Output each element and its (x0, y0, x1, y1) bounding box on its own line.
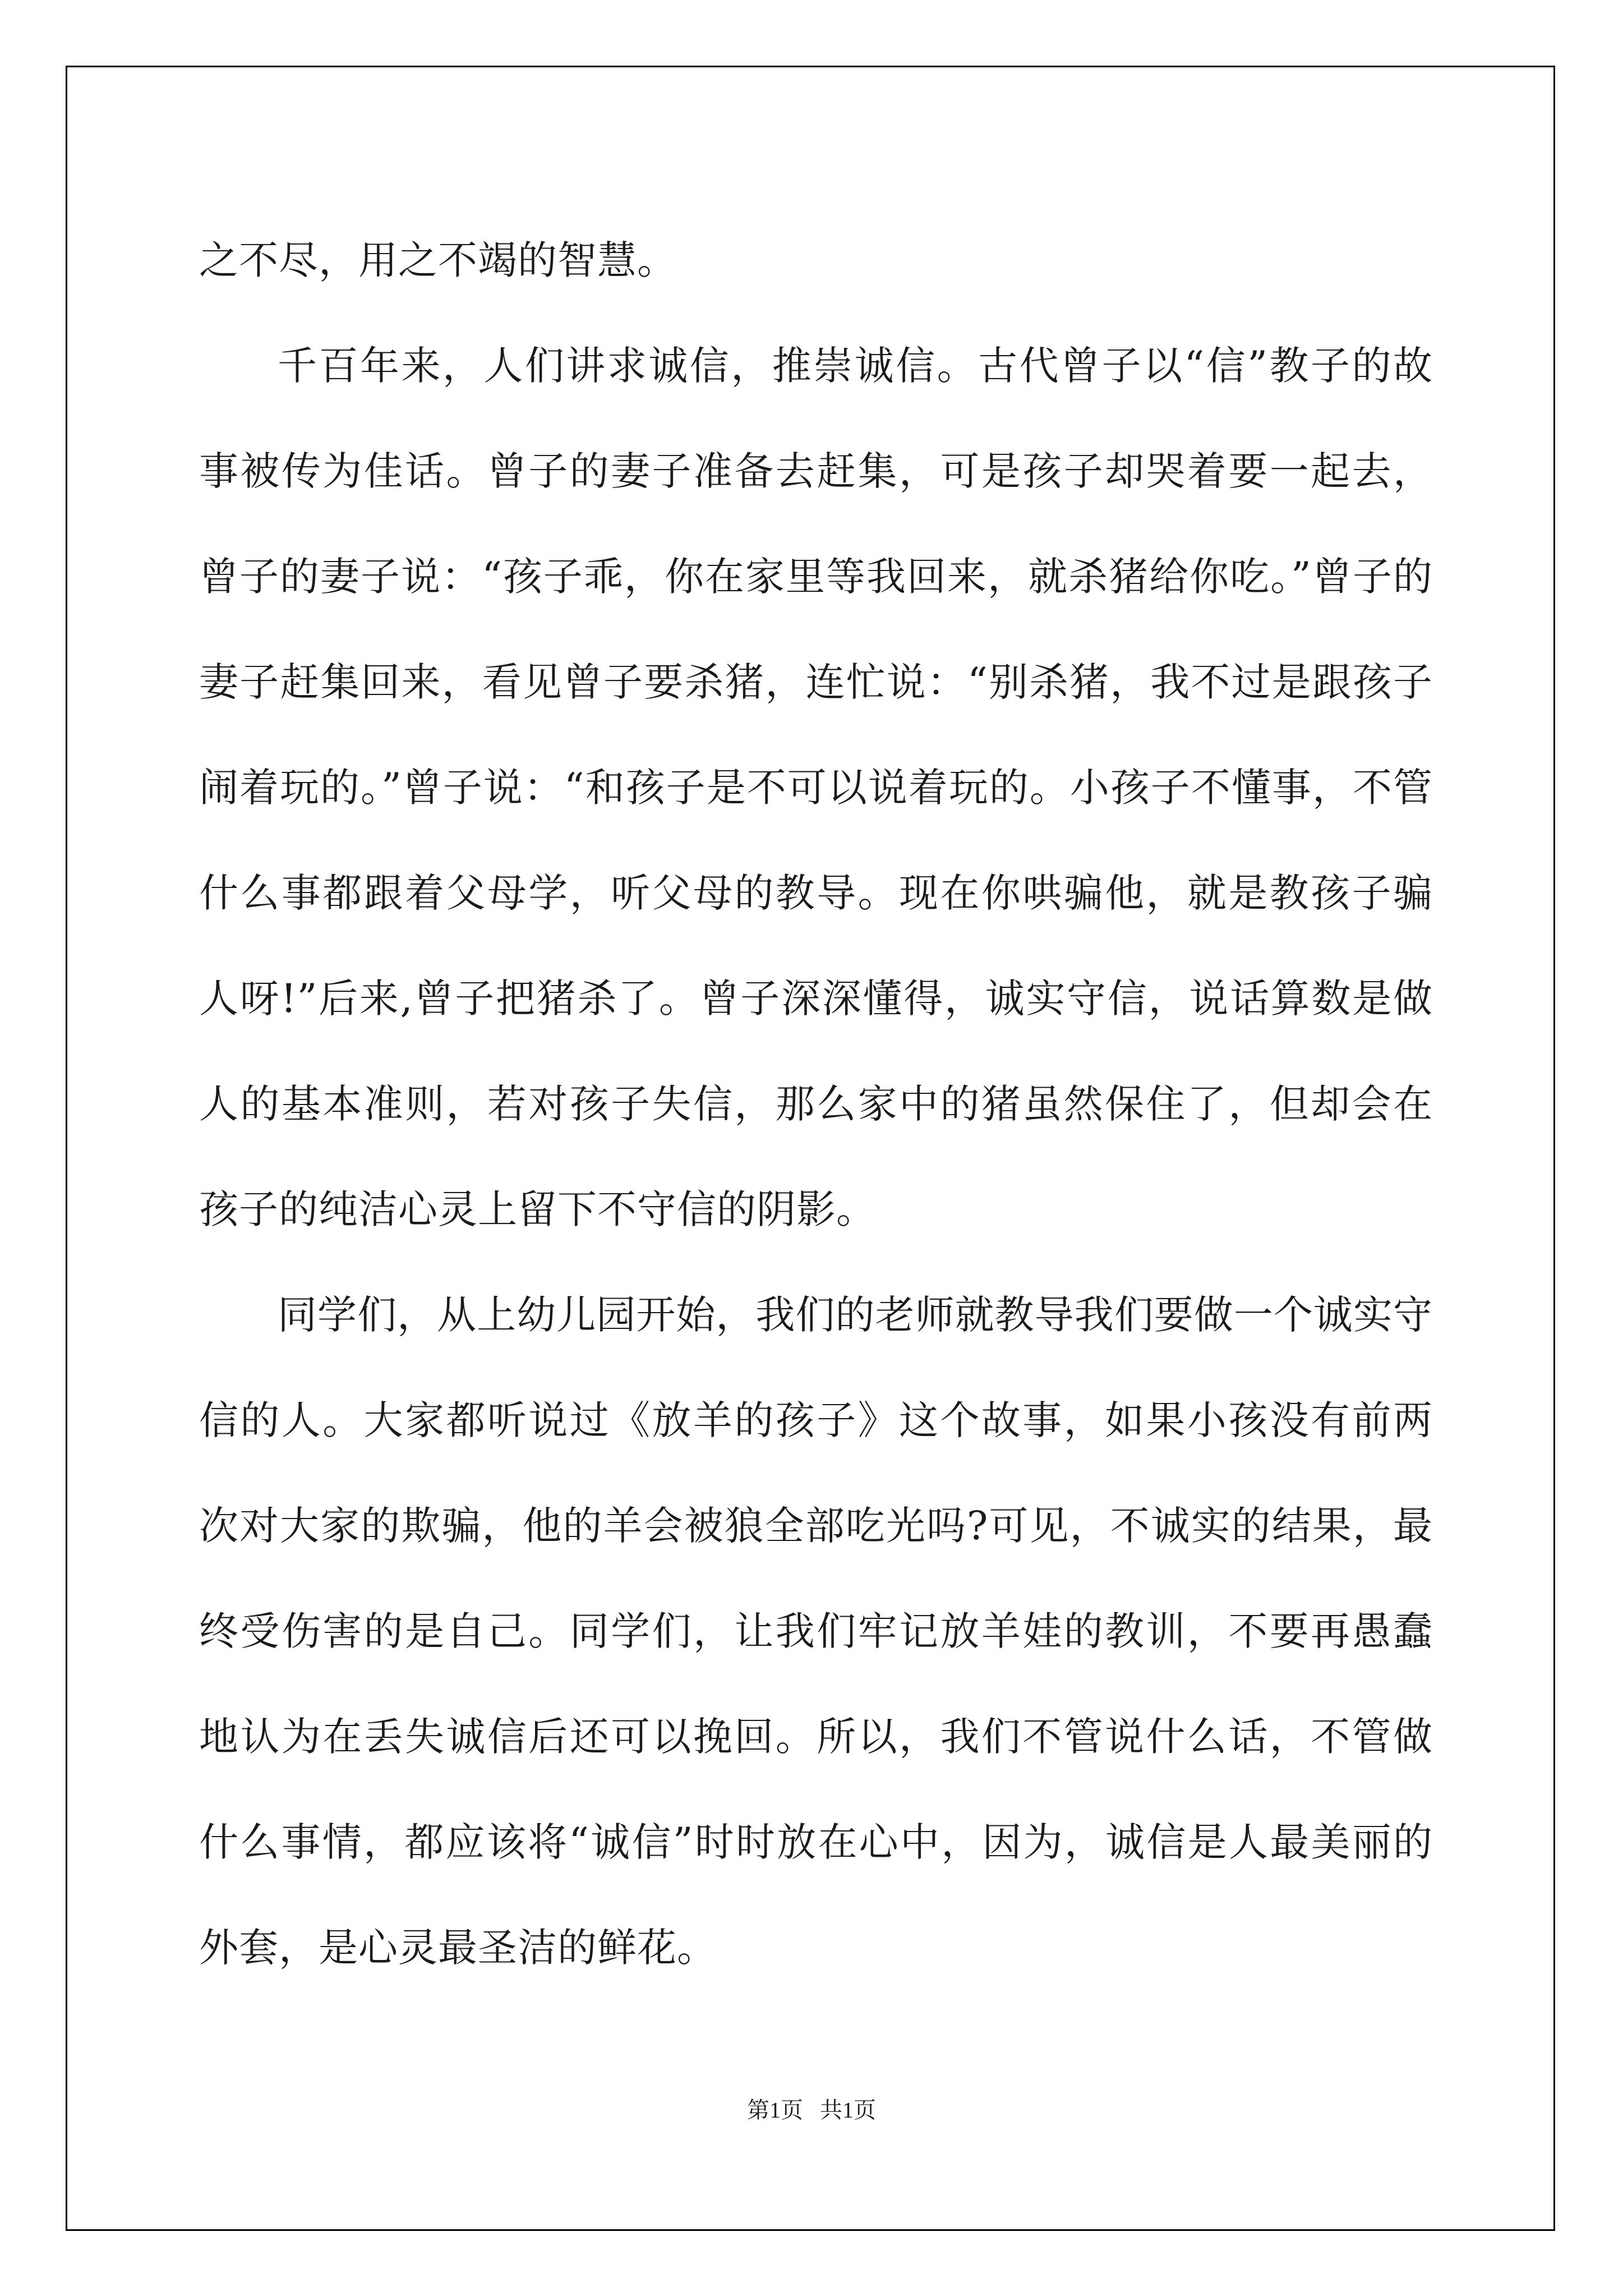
page-number: 第1页 (747, 2097, 803, 2123)
document-body (199, 208, 1433, 2000)
paragraph-zengzi-story: 千百年来，人们讲求诚信，推崇诚信。古代曾子以“信”教子的故事被传为佳话。曾子的妻子准备去赶集，可是孩子却哭着要一起去，曾子的妻子说：“孩子乖，你在家里等我回来，就杀猪给你吃。”曾子的妻子赶集回来，看见曾子要杀猪，连忙说：“别杀猪，我不过是跟孩子闹着玩的。”曾子说：“和孩子是不可以说着玩的。小孩子不懂事，不管什么事都跟着父母学，听父母的教导。现在你哄骗他，就是教孩子骗人呀!”后来,曾子把猪杀了。曾子深深懂得，诚实守信，说话算数是做人的基本准则，若对孩子失信，那么家中的猪虽然保住了，但却会在孩子的纯洁心灵上留下不守信的阴影。 (199, 343, 1433, 1232)
paragraph-shepherd-boy: 同学们，从上幼儿园开始，我们的老师就教导我们要做一个诚实守信的人。大家都听说过《放羊的孩子》这个故事，如果小孩没有前两次对大家的欺骗，他的羊会被狼全部吃光吗?可见，不诚实的结果，最终受伤害的是自己。同学们，让我们牢记放羊娃的教训，不要再愚蠢地认为在丢失诚信后还可以挽回。所以，我们不管说什么话，不管做什么事情，都应该将“诚信”时时放在心中，因为，诚信是人最美丽的外套，是心灵最圣洁的鲜花。 (199, 1292, 1433, 1971)
page-footer (0, 2092, 1623, 2124)
page-total: 共1页 (820, 2097, 876, 2123)
paragraph-continuation: 之不尽，用之不竭的智慧。 (199, 237, 677, 283)
